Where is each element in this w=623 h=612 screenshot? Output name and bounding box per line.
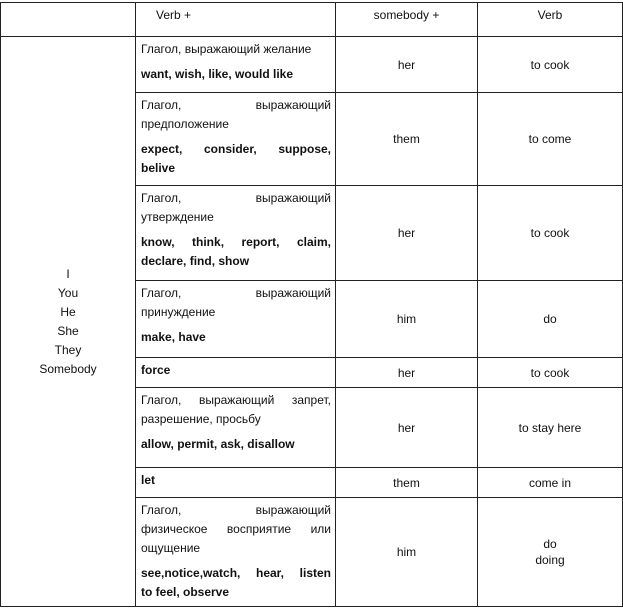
verb-type-cell [136,388,336,468]
example-line: declare, find, show [141,254,250,268]
example-line: to feel, observe [141,585,230,599]
infinitive-cell [478,468,623,498]
infinitive-cell [478,186,623,281]
infinitive-cell [478,358,623,388]
object-cell [336,468,478,498]
object-cell [336,388,478,468]
verb-examples [141,328,331,347]
infinitive-form: do [543,312,557,326]
verb-type-cell [136,37,336,93]
object-pronoun: him [396,545,417,559]
object-pronoun: them [393,475,420,490]
subject-pronoun: You [57,285,79,300]
infinitive-form: do [543,537,557,551]
infinitive-form: doing [535,553,565,567]
example-line: know, think, report, claim, [141,235,331,249]
object-cell [336,37,478,93]
example-line: belive [141,161,176,175]
verb-type-cell [136,281,336,358]
description-line: принуждение [141,305,216,319]
description-line: Глагол, выражающий [141,98,331,112]
example-line: want, wish, like, would like [141,67,294,81]
infinitive-form: come in [528,475,572,490]
example-line: allow, permit, ask, disallow [141,437,295,451]
header-verb: Verb [478,3,623,37]
example-line: make, have [141,330,206,344]
object-pronoun: her [397,226,416,240]
verb-type-cell [136,498,336,607]
header-somebody-plus: somebody + [336,3,478,37]
infinitive-form: to cook [530,365,570,380]
infinitive-cell [478,388,623,468]
infinitive-cell [478,37,623,93]
description-line: Глагол, выражающий желание [141,42,312,56]
object-pronoun: her [397,420,416,435]
header-verb-plus: Verb + [136,3,336,37]
infinitive-cell [478,498,623,607]
verb-type-description [141,501,331,558]
example-line: let [141,473,156,487]
object-pronoun: them [393,132,420,146]
object-pronoun: her [397,57,416,72]
header-row [1,3,623,37]
table-row [1,37,623,93]
object-pronoun: her [397,365,416,380]
description-line: Глагол, выражающий [141,191,331,205]
verb-type-description [141,391,331,429]
verb-examples [141,140,331,178]
example-line: expect, consider, suppose, [141,142,331,156]
description-line: предположение [141,117,229,131]
subject-pronoun: He [60,304,76,319]
infinitive-cell [478,93,623,186]
subject-pronoun: They [54,342,82,357]
description-line: физическое восприятие или [141,522,331,536]
object-cell [336,281,478,358]
verb-type-cell [136,93,336,186]
verb-examples [141,471,331,490]
description-line: Глагол, выражающий [141,503,331,517]
verb-type-cell [136,186,336,281]
example-line: force [141,363,171,377]
object-pronoun: him [396,312,417,326]
object-cell [336,358,478,388]
example-line: see,notice,watch, hear, listen [141,566,331,580]
infinitive-cell [478,281,623,358]
description-line: разрешение, просьбу [141,412,261,426]
verb-examples [141,65,331,84]
description-line: Глагол, выражающий запрет, [141,393,331,407]
verb-examples [141,361,331,380]
object-cell [336,186,478,281]
infinitive-form: to cook [530,57,570,72]
infinitive-form: to come [528,132,572,146]
verb-type-description [141,189,331,227]
object-cell [336,93,478,186]
infinitive-form: to cook [530,226,570,240]
object-cell [336,498,478,607]
header-subject [1,3,136,37]
subject-pronoun: Somebody [39,361,97,376]
verb-examples [141,233,331,271]
description-line: утверждение [141,210,214,224]
verb-examples [141,564,331,602]
verb-examples [141,435,331,454]
description-line: ощущение [141,541,201,555]
subject-cell [1,37,136,607]
grammar-table [0,2,623,607]
subject-pronoun: I [66,266,70,281]
verb-type-description [141,96,331,134]
subject-pronoun: She [57,323,79,338]
infinitive-form: to stay here [518,420,582,435]
description-line: Глагол, выражающий [141,286,331,300]
verb-type-description [141,40,331,59]
verb-type-cell [136,468,336,498]
verb-type-cell [136,358,336,388]
verb-type-description [141,284,331,322]
